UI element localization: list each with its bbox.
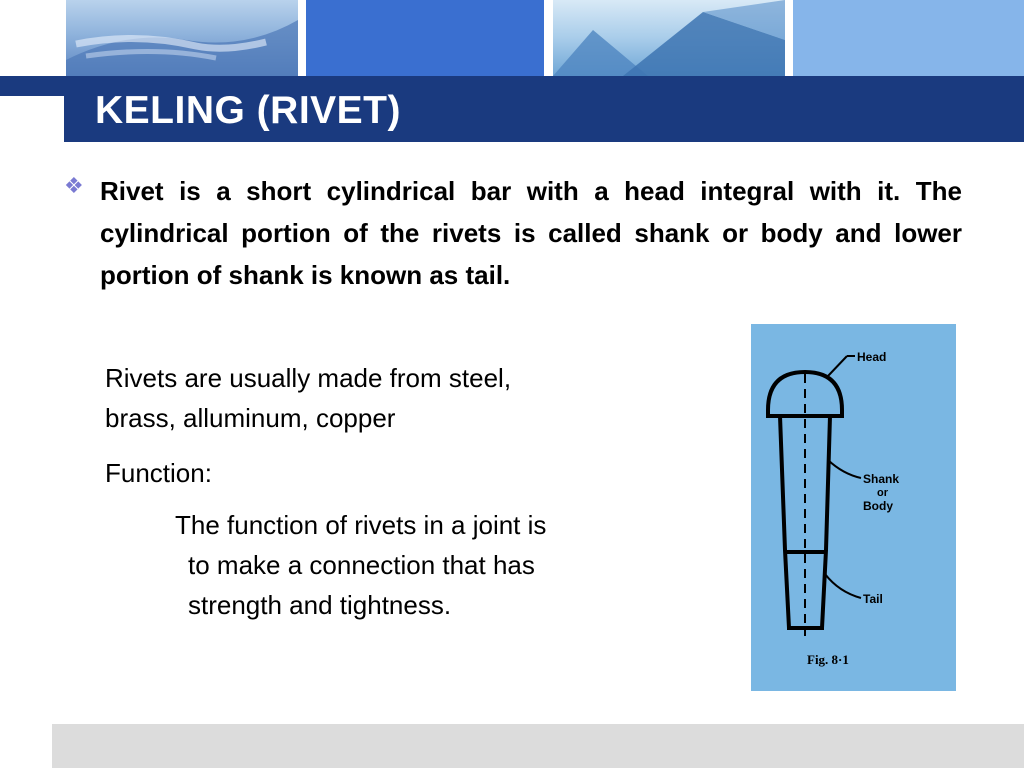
- function-heading: Function:: [105, 458, 212, 488]
- header-image-hands-keyboard: [66, 0, 298, 76]
- function-text-line-1: The function of rivets in a joint is: [175, 510, 547, 540]
- slide-title: KELING (RIVET): [95, 89, 401, 132]
- bullet-paragraph: Rivet is a short cylindrical bar with a head integral with it. The cylindrical portion of the rivets is called shank or body and lower portion of shank is known as tail.: [100, 176, 962, 290]
- rivet-shank-shape: [780, 416, 789, 628]
- four-diamond-bullet-icon: ❖: [64, 173, 84, 198]
- title-bar-notch: [0, 96, 64, 142]
- function-text-line-2: to make a connection that has: [188, 550, 535, 580]
- shank-leader-line: [828, 460, 861, 478]
- materials-line-2: brass, alluminum, copper: [105, 403, 396, 433]
- header-tile-blue: [306, 0, 544, 76]
- label-or: or: [877, 487, 888, 499]
- figure-caption: Fig. 8·1: [807, 652, 849, 667]
- hands-keyboard-image: [66, 0, 298, 76]
- materials-line-1: Rivets are usually made from steel,: [105, 363, 512, 393]
- head-leader-line: [828, 356, 847, 376]
- label-body: Body: [863, 499, 893, 513]
- rivet-diagram: [751, 324, 956, 691]
- label-head: Head: [857, 350, 887, 364]
- skyscraper-image: [553, 0, 785, 76]
- tail-leader-line: [825, 574, 861, 598]
- rivet-figure: [751, 324, 956, 691]
- header-image-skyscraper: [553, 0, 785, 76]
- function-text-line-3: strength and tightness.: [188, 590, 452, 620]
- header-tile-light-blue: [793, 0, 1024, 76]
- label-shank: Shank: [863, 472, 900, 486]
- footer-band: [52, 724, 1024, 768]
- label-tail: Tail: [863, 592, 883, 606]
